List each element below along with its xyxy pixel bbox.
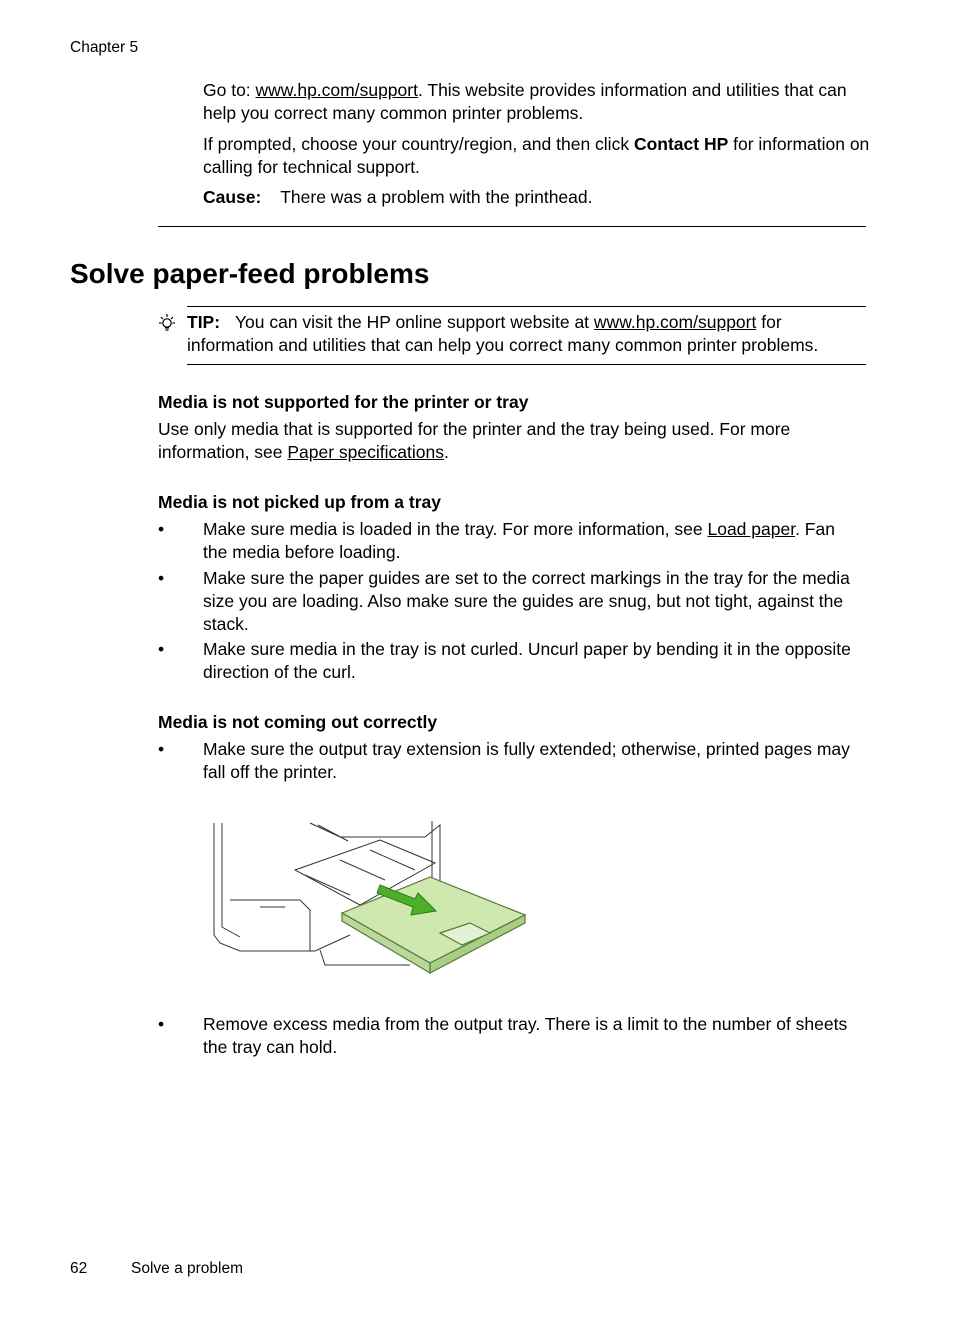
tip-support-link[interactable]: www.hp.com/support	[593, 312, 757, 332]
contact-text-suffix: for information on calling for technical support.	[203, 134, 870, 177]
support-link[interactable]: www.hp.com/support	[255, 80, 418, 100]
support-text-prefix: Go to:	[203, 80, 256, 100]
heading-media-not-picked-up: Media is not picked up from a tray	[158, 492, 441, 512]
bullet-text-prefix: Make sure media is loaded in the tray. For more information, see	[203, 519, 708, 539]
heading-media-not-supported: Media is not supported for the printer or tray	[158, 392, 529, 412]
bullet-dot: •	[158, 639, 165, 659]
tip-top-rule	[187, 306, 866, 307]
bullet-text: Make sure the output tray extension is fully extended; otherwise, printed pages may fall off the printer.	[203, 739, 850, 782]
lightbulb-tip-icon	[156, 313, 178, 335]
support-paragraph	[203, 79, 873, 125]
tip-label: TIP:	[187, 312, 221, 332]
paper-specifications-link[interactable]: Paper specifications	[287, 442, 444, 462]
media-text-suffix: .	[444, 442, 449, 462]
tip-paragraph	[187, 311, 867, 357]
section-title: Solve paper-feed problems	[70, 258, 430, 289]
bullet-dot: •	[158, 739, 165, 759]
load-paper-link[interactable]: Load paper	[707, 519, 796, 539]
tray-extension-shape	[342, 877, 525, 963]
bullet-dot: •	[158, 1014, 165, 1034]
tip-text-suffix: for information and utilities that can help you correct many common printer problems.	[187, 312, 819, 355]
tip-bottom-rule	[187, 364, 866, 365]
media-text-prefix: Use only media that is supported for the printer and the tray being used. For more information, see	[158, 419, 791, 462]
contact-paragraph	[203, 133, 873, 179]
bullet-dot: •	[158, 568, 165, 588]
chapter-label: Chapter 5	[70, 39, 139, 56]
cause-line	[203, 186, 873, 209]
bullet-text-suffix: . Fan the media before loading.	[203, 519, 835, 562]
media-not-supported-text	[158, 418, 858, 464]
bullet-text: Remove excess media from the output tray. There is a limit to the number of sheets the tray can hold.	[203, 1014, 848, 1057]
bullet-text: Make sure media in the tray is not curled. Uncurl paper by bending it in the opposite direction of the curl.	[203, 639, 851, 682]
page-number: 62	[70, 1260, 88, 1277]
support-text-suffix: . This website provides information and utilities that can help you correct many common printer problems.	[203, 80, 847, 123]
cause-text: There was a problem with the printhead.	[280, 187, 593, 207]
bullet-text	[203, 518, 853, 564]
output-tray-illustration	[200, 815, 540, 980]
heading-media-not-coming-out: Media is not coming out correctly	[158, 712, 438, 732]
footer-section: Solve a problem	[131, 1260, 244, 1277]
contact-text-prefix: If prompted, choose your country/region, and then click	[203, 134, 634, 154]
cause-label: Cause:	[203, 187, 262, 207]
divider	[158, 226, 866, 227]
contact-hp-label: Contact HP	[633, 134, 729, 154]
bullet-text: Make sure the paper guides are set to the correct markings in the tray for the media size you are loading. Also make sure the guides are snug, but not tight, against the stack.	[203, 568, 850, 634]
tip-text-prefix: You can visit the HP online support website at	[234, 312, 594, 332]
bullet-dot: •	[158, 519, 165, 539]
